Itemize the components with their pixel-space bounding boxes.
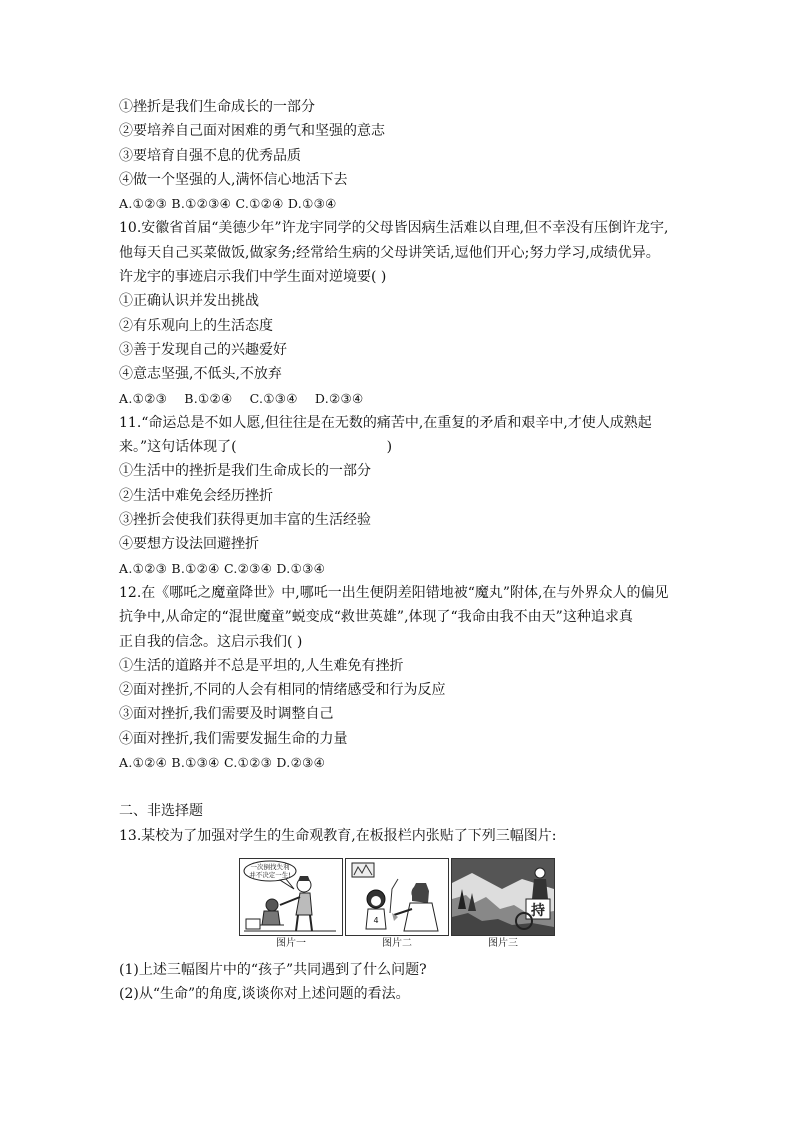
q12-item-4: ④面对挫折,我们需要发掘生命的力量: [119, 730, 348, 747]
figure-1-image: [239, 858, 343, 936]
q12-options: A.①②④ B.①③④ C.①②③ D.②③④: [119, 755, 326, 771]
q10-stem-line3: 许龙宇的事迹启示我们中学生面对逆境要( ): [119, 269, 387, 286]
q10-item-1: ①正确认识并发出挑战: [119, 293, 259, 310]
figure-3-drawing: [452, 859, 554, 935]
q10-stem-line2: 他每天自己买菜做饭,做家务;经常给生病的父母讲笑话,逗他们开心;努力学习,成绩优异。: [119, 244, 660, 261]
q10-item-3: ③善于发现自己的兴趣爱好: [119, 341, 287, 358]
q11-options: A.①②③ B.①②④ C.②③④ D.①③④: [119, 560, 326, 576]
figure-2-caption: 图片二: [382, 937, 412, 949]
svg-text:4: 4: [373, 915, 379, 925]
svg-text:并不决定一生!: 并不决定一生!: [249, 870, 291, 879]
q9-item-1: ①挫折是我们生命成长的一部分: [119, 99, 315, 115]
figure-2: [345, 858, 449, 950]
figure-row: [119, 858, 679, 958]
q12-item-2: ②面对挫折,不同的人会有相同的情绪感受和行为反应: [119, 682, 446, 699]
q12-stem-line2: 抗争中,从命定的“混世魔童”蜕变成“救世英雄”,体现了“我命由我不由天”这种追求真: [119, 609, 633, 626]
q10-options: A.①②③ B.①②④ C.①③④ D.②③④: [119, 390, 364, 406]
figure-1-drawing: [240, 859, 342, 935]
figure-3-caption: 图片三: [488, 937, 518, 949]
figure-3: [451, 858, 555, 950]
q9-item-4: ④做一个坚强的人,满怀信心地活下去: [119, 171, 348, 188]
q13-sub1: (1)上述三幅图片中的“孩子”共同遇到了什么问题?: [119, 961, 427, 978]
figure-3-label: 持: [531, 902, 545, 919]
q11-stem-line2: [119, 435, 679, 459]
q11-item-4: ④要想方设法回避挫折: [119, 536, 259, 553]
q9-options: A.①②③ B.①②③④ C.①②④ D.①③④: [119, 196, 337, 212]
q11-stem-line2-close: ): [386, 439, 393, 456]
figure-2-drawing: [346, 859, 448, 935]
q10-item-2: ②有乐观向上的生活态度: [119, 317, 273, 334]
q12-item-1: ①生活的道路并不总是平坦的,人生难免有挫折: [119, 657, 404, 674]
q11-item-3: ③挫折会使我们获得更加丰富的生活经验: [119, 512, 371, 529]
q11-item-2: ②生活中难免会经历挫折: [119, 487, 273, 504]
figure-1-caption: 图片一: [276, 937, 306, 949]
q13-stem: 13.某校为了加强对学生的生命观教育,在板报栏内张贴了下列三幅图片:: [119, 827, 557, 844]
section-title: 二、非选择题: [119, 803, 203, 820]
q12-stem-line1: 12.在《哪吒之魔童降世》中,哪吒一出生便阴差阳错地被“魔丸”附体,在与外界众人的偏见: [119, 584, 669, 601]
q11-item-1: ①生活中的挫折是我们生命成长的一部分: [119, 463, 371, 480]
exam-page: [119, 95, 679, 1007]
q11-stem-line2-text: 来。”这句话体现了(: [119, 439, 237, 456]
q13-sub2: (2)从“生命”的角度,谈谈你对上述问题的看法。: [119, 986, 410, 1003]
section-gap: [119, 775, 679, 799]
q10-stem-line1: 10.安徽省首届“美德少年”许龙宇同学的父母皆因病生活难以自理,但不幸没有压倒许龙宇,: [119, 220, 669, 237]
q12-item-3: ③面对挫折,我们需要及时调整自己: [119, 706, 334, 723]
svg-text:一次倒找失利: 一次倒找失利: [250, 862, 290, 871]
q9-item-2: ②要培养自己面对困难的勇气和坚强的意志: [119, 123, 385, 140]
q10-item-4: ④意志坚强,不低头,不放弃: [119, 366, 282, 383]
figure-1: [239, 858, 343, 950]
q12-stem-line3: 正自我的信念。这启示我们( ): [119, 633, 303, 650]
figure-2-image: [345, 858, 449, 936]
q11-stem-line1: 11.“命运总是不如人愿,但往往是在无数的痛苦中,在重复的矛盾和艰辛中,才使人成熟起: [119, 414, 652, 431]
q9-item-3: ③要培育自强不息的优秀品质: [119, 147, 301, 164]
figure-3-image: [451, 858, 555, 936]
